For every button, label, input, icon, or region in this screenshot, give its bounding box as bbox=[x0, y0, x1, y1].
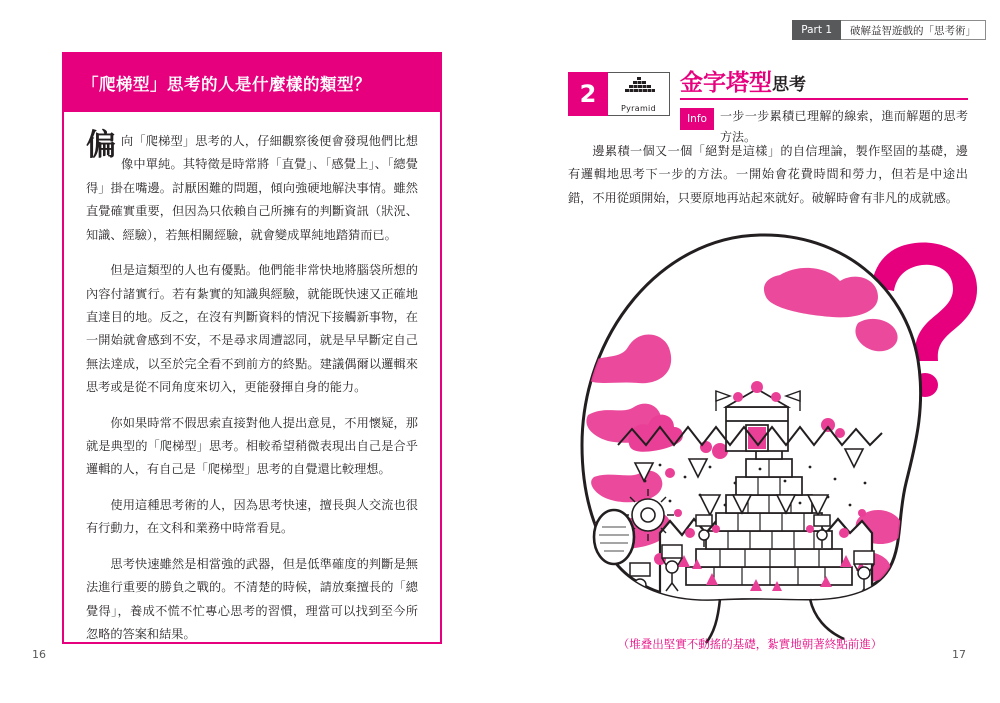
paragraph: 使用這種思考術的人，因為思考快速，擅長與人交流也很有行動力，在文科和業務中時常看見。 bbox=[86, 497, 418, 536]
part-tab bbox=[792, 20, 986, 40]
head-pyramid-illustration bbox=[510, 215, 1000, 645]
info-badge: Info bbox=[680, 108, 714, 130]
ear bbox=[594, 510, 634, 564]
section-number-badge: 2 bbox=[568, 72, 608, 116]
page-number-right: 17 bbox=[952, 648, 966, 661]
pyramid-icon-box bbox=[608, 72, 670, 116]
illustration-caption: （堆叠出堅實不動搖的基礎，紮實地朝著終點前進） bbox=[617, 637, 883, 651]
paragraph: 思考快速雖然是相當強的武器，但是低準確度的判斷是無法進行重要的勝負之戰的。不清楚的時候，請放棄擅長的「總覺得」，養成不慌不忙專心思考的習慣，理當可以找到至今所忽略的答案和結果。 bbox=[86, 556, 418, 642]
neck-line-right bbox=[810, 599, 844, 639]
paragraph: 邊累積一個又一個「絕對是這樣」的自信理論，製作堅固的基礎，邊有邏輯地思考下一步的方法。一開始會花費時間和勞力，但若是中途出錯，不用從頭開始，只要原地再站起來就好。破解時會有非凡的成就感。 bbox=[568, 144, 968, 205]
paragraph: 你如果時常不假思索直接對他人提出意見，不用懷疑，那就是典型的「爬梯型」思考。相較希望稍微表現出自己是合乎邏輯的人，有自己是「爬梯型」思考的自覺還比較理想。 bbox=[86, 415, 418, 477]
paragraph-with-dropcap bbox=[86, 130, 418, 247]
page-number-left: 16 bbox=[32, 648, 46, 661]
left-page-title-bar bbox=[64, 54, 440, 112]
page-title: 「爬梯型」思考的人是什麼樣的類型？ bbox=[82, 75, 371, 94]
section-title-main: 金字塔型 bbox=[680, 70, 772, 96]
left-article-body bbox=[64, 112, 440, 658]
right-article-body bbox=[568, 140, 968, 210]
pyramid-icon bbox=[622, 76, 656, 103]
section-title-suffix: 思考 bbox=[772, 75, 806, 95]
pyramid-icon-label: Pyramid bbox=[621, 103, 656, 113]
left-article-panel bbox=[62, 52, 442, 644]
part-tab-text: 破解益智遊戲的「思考術」 bbox=[841, 20, 986, 40]
section-title bbox=[680, 64, 806, 97]
section-title-rule bbox=[680, 98, 968, 100]
right-page bbox=[500, 0, 1000, 703]
part-tab-label: Part 1 bbox=[792, 20, 841, 40]
info-text: 一步一步累積已理解的線索，進而解題的思考方法。 bbox=[720, 109, 968, 144]
paragraph-text: 向「爬梯型」思考的人，仔細觀察後便會發現他們比想像中單純。其特徵是時常將「直覺」、「感覺上」、「總覺得」掛在嘴邊。討厭困難的問題，傾向強硬地解決事情。雖然直覺確實重要，但因為只依賴自己所擁有的判斷資訊（狀況、知識、經驗），若無相關經驗，就會變成單純地踏猜而已。 bbox=[86, 134, 418, 242]
drop-cap: 偏 bbox=[86, 128, 116, 163]
paragraph: 但是這類型的人也有優點。他們能非常快地將腦袋所想的內容付諸實行。若有紮實的知識與經驗，就能既快速又正確地直達目的地。反之，在沒有判斷資料的情況下接觸新事物，在一開始就會感到不安，不是尋求周遭認同，就是早早斷定自己無法達成，以至於完全看不到前方的終點。建議偶爾以邏輯來思考或是從不同角度來切入，更能發揮自身的能力。 bbox=[86, 263, 418, 395]
